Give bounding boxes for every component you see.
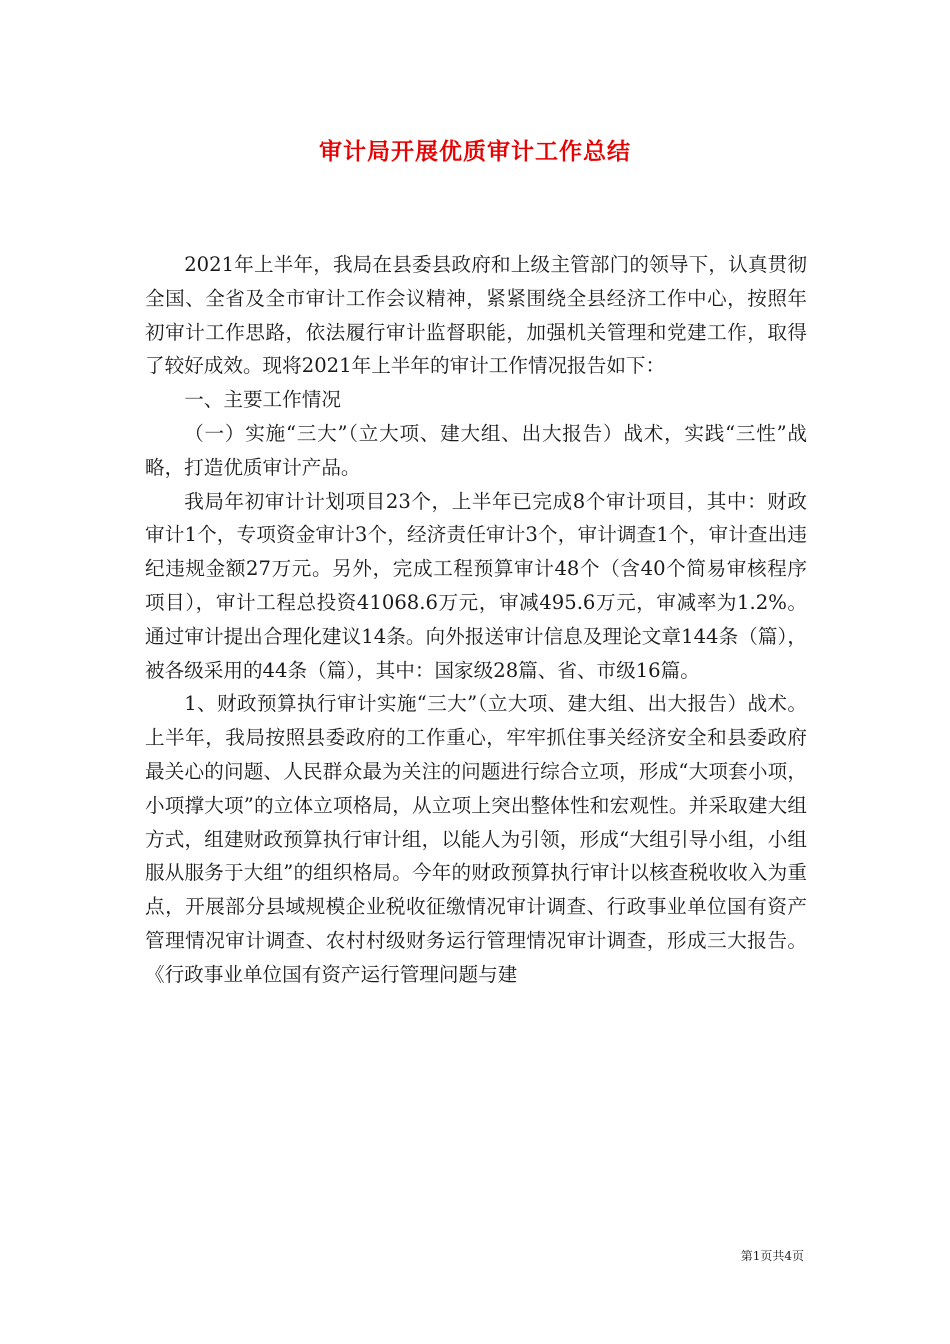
document-title: 审计局开展优质审计工作总结 <box>319 138 631 165</box>
body-paragraph: 2021年上半年，我局在县委县政府和上级主管部门的领导下，认真贯彻全国、全省及全市审计工作会议精神，紧紧围绕全县经济工作中心，按照年初审计工作思路，依法履行审计监督职能，加强机关管理和党建工作，取得了较好成效。现将2021年上半年的审计工作情况报告如下： <box>145 253 807 378</box>
page-number: 第1页共4页 <box>740 1249 804 1263</box>
section-heading: 一、主要工作情况 <box>184 388 341 412</box>
document-body <box>145 248 807 992</box>
body-paragraph: 1、财政预算执行审计实施“三大”（立大项、建大组、出大报告）战术。上半年，我局按照县委政府的工作重心，牢牢抓住事关经济安全和县委政府最关心的问题、人民群众最为关注的问题进行综合立项，形成“大项套小项，小项撑大项”的立体立项格局，从立项上突出整体性和宏观性。并采取建大组方式，组建财政预算执行审计组，以能人为引领，形成“大组引导小组，小组服从服务于大组”的组织格局。今年的财政预算执行审计以核查税收收入为重点，开展部分县域规模企业税收征缴情况审计调查、行政事业单位国有资产管理情况审计调查、农村村级财务运行管理情况审计调查，形成三大报告。《行政事业单位国有资产运行管理问题与建 <box>145 692 807 986</box>
subsection-heading: （一）实施“三大”（立大项、建大组、出大报告）战术，实践“三性”战略，打造优质审计产品。 <box>145 421 807 479</box>
body-paragraph: 我局年初审计计划项目23个，上半年已完成8个审计项目，其中：财政审计1个，专项资金审计3个，经济责任审计3个，审计调查1个，审计查出违纪违规金额27万元。另外，完成工程预算审计48个（含40个简易审核程序项目），审计工程总投资41068.6万元，审减495.6万元，审减率为1.2%。通过审计提出合理化建议14条。向外报送审计信息及理论文章144条（篇），被各级采用的44条（篇），其中：国家级28篇、省、市级16篇。 <box>145 489 807 682</box>
